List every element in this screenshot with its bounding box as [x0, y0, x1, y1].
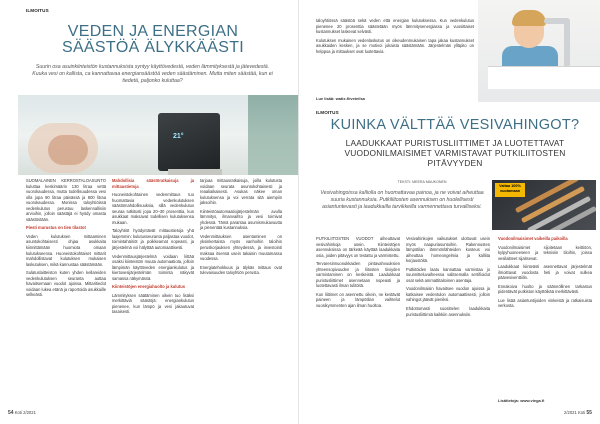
paragraph: Putkitöiden laatu kannattaa varmistaa jo suunnitteluvaiheessa valitsemalla sertifioidut osat sekä ammattitaitoinen asentaja. — [406, 266, 490, 283]
subheading: Kiinteistöjen energiahuolto ja kulutus — [112, 284, 186, 290]
paragraph: Energiatehokkuus ja älykäs mittaus ovat tulevaisuuden taloyhtiön perusta. — [200, 264, 282, 276]
article-lead: Vesivahingoissa kalliolla on huomattavaa painoa, ja ne voivat aiheuttaa suuria kustannuksia. Putkiliitosten asennuksen on huolellisesti asiantuntevasti ja laadukkailla tarvikkeilla varmennettava turvalliseksi. — [320, 190, 484, 211]
paragraph: Ehdottomasti suosittelen laadukkaita puristusliittimiä kaikkiin asennuksiin. — [406, 306, 490, 317]
column-2 — [406, 236, 490, 320]
article-lead: Suurin osa asuinkiinteistön kustannuksista syntyy käyttövedestä, veden lämmityksestä ja jätevedestä. Kuuka vesi on kallista, ca kannattavaa energiansäästöä veden säästäminen. Mutta miten säästää, kun ei tiedetä, paljonko kuluttaa? — [32, 64, 273, 85]
article-subtitle: LAADUKKAAT PURISTUSLIITTIMET JA LUOTETTAVAT VUODONILMAISIMET VARMISTAVAT PUTKILIITOSTEN PITÄVYYDEN — [344, 138, 566, 168]
paragraph: tarjoaa mittausratkaisuja, joilla kulutusta voidaan seurata asuntokohtaisesti ja reaaliaikaisesti. Asukas näkee oman kulutuksensa ja voi verrata sitä aiempiin jaksoihin. — [200, 178, 282, 206]
magazine-name: 2/2021 Koti — [564, 410, 586, 415]
paragraph: Veden kulutuksen mittaaminen asuntokohtaisesti ohjaa asukkaita kiinnittämään huomiota omaan kulutukseensa. Huoneistokohtaiset mittarit mahdollistavat kulutuksen mukaisen laskutuksen, mikä kannustaa säästämään. — [26, 233, 106, 267]
paragraph: SUOMALAINEN KERROSTALOASUNTO kuluttaa keskimäärin 130 litraa vettä vuorokaudessa, mutta todellisuudessa vesi olla jopa 90 litraa päivässä ja 800 litraa vuorokaudessa. Monissa taloyhtiöissä vedenkulutus perustuu laskennallisiin arvioihin, jolloin säästäjä ei hyödy omasta säästöstään. — [26, 178, 106, 222]
page-number: 55 — [586, 410, 592, 416]
paragraph: Lue lisää asiantuntijoiden vinkeistä ja ratkaisuista verkosta. — [498, 297, 592, 309]
right-page — [302, 0, 600, 424]
subheading: Mahdollisia säästöratkaisuja ja mittaustietoja — [112, 178, 194, 189]
paragraph: Lämmityksen säätäminen oikein tuo lisäksi merkittäviä säästöjä: energiankulutus pienenee, kun lämpö ja vesi jakautuvat tasaisesti. — [112, 292, 194, 315]
paragraph: Vuodonilmaisin havaitsee vuodon ajoissa ja katkaisee vedentulon automaattisesti, jolloin vahingot jäävät pieniksi. — [406, 286, 490, 303]
magazine-name: Koti 2/2021 — [14, 410, 36, 415]
paragraph: Taloyhtiöt hyödyntävät mittaustietoja yhä laajemmin: kulutusseuranta paljastaa vuodot, toimintahäiriöt ja poikkeamat nopeasti, ja järjestelmä voi hälyttää automaattisesti. — [112, 228, 194, 251]
paragraph: Sulatuslaitteiston kuten yhden kellareiden vedenkulutuksen seuranta auttaa havaitsemaan vuodot ajoissa. Mittaritiedot voidaan lukea etänä ja raportoida asukkaille selkeästi. — [26, 270, 106, 298]
page-footer — [8, 410, 36, 416]
paragraph: Ennakoiva huolto ja säännöllinen tarkastus pidentävät putkiston käyttöikää merkittävästi. — [498, 283, 592, 295]
smart-panel-photo — [18, 95, 298, 175]
paragraph: Kiinteistöautomaatiojärjestelmän avulla lämmitys, ilmanvaihto ja vesi toimivat yhdessä. Tämä parantaa asumismukavuutta ja pienentää kustannuksia. — [200, 208, 282, 231]
article-title: VEDEN JA ENERGIAN SÄÄSTÖÄ ÄLYKKÄÄSTI — [61, 23, 245, 56]
paragraph: Vuodonilmaisimet sijoitetaan keittiöön, kylpyhuoneeseen ja teknisiin tiloihin, joissa vesilaitteet sijaitsevat. — [498, 244, 592, 261]
left-page — [0, 0, 299, 424]
pipe-fittings-photo — [492, 180, 596, 230]
previous-article-text — [316, 18, 474, 57]
column-2 — [112, 178, 194, 318]
page-number: 54 — [8, 410, 14, 416]
column-3 — [498, 236, 592, 312]
page-footer — [564, 410, 592, 416]
column-3 — [200, 178, 282, 279]
product-badge: Valtaa 100% vuotamaan — [495, 183, 525, 197]
paragraph: Laadukkaat kiinteästi asennettavat järjestelmät ilmoittavat vuodosta heti ja voivat sulkea päävesiventtiilin. — [498, 264, 592, 281]
paragraph: Vesivahinkojen vaikutukset ulottuvat usein myös naapuriasuntoihin. Rakennusten lämpötilan lämmönlähteiden kosteus voi aiheuttaa homeongelmia ja kalliita korjaustöitä. — [406, 236, 490, 264]
paragraph: Huoneistokohtainen vedenmittaus tuo huomattavia vedenkulutuksen säästömahdollisuuksia, sillä vedenkulutus seuraa tutkitusti jopa 20–30 prosenttia, kun asukkaat maksavat todellisen kulutuksensa mukaan. — [112, 192, 194, 225]
column-1 — [26, 178, 106, 301]
paragraph: Vedenmittauksen asentaminen on yksinkertaista myös vanhoihin taloihin peruskorjauksen yhteydessä, ja investointi maksaa itsensä usein takaisin muutamassa vuodessa. — [200, 233, 282, 262]
column-1 — [316, 236, 400, 312]
paragraph: Kulutuksen mukainen vedenlaskutus on oikeudenmukainen tapa jakaa kustannukset asukkaiden kesken, ja se motivoi jokaista säästämään. Järjestelmän ylläpito on helppoa ja mittaukset ovat luotettavia. — [316, 37, 474, 54]
credit-link: Lue lisää: watix.fi/veteilsa — [316, 96, 365, 101]
paragraph: PUTKILIITOSTEN VUODOT aiheuttavat vesivahinkoja usein. Kiinteistöjen asennuksissa on tärkeää käyttää laadukkaita osia, joiden pitävyys on testattu ja varmistettu. — [316, 236, 400, 258]
paragraph: taloyhtiössä säästöä sekä veden että energian kulutuksessa. Kun vedenkulutus pienenee 20 prosenttia säästetään myös lämmitysenergiassa ja vuosittaiset kustannukset laskevat selvästi. — [316, 18, 474, 35]
paragraph: Kun liittimet on asennettu oikein, ne kestävät paineen ja lämpötilan vaihtelut vuosikymmenten ajan ilman huoltoa. — [316, 291, 400, 309]
child-at-sink-photo — [478, 0, 600, 102]
section-label: ILMOITUS — [316, 110, 339, 115]
section-label: ILMOITUS — [26, 8, 49, 13]
info-link[interactable]: Lisätietoja: www.viega.fi — [498, 398, 545, 403]
thermometer-icon: 21° — [173, 133, 184, 140]
byline: TEKSTI: MEERA MAUKONEN — [397, 180, 447, 184]
article-title: KUINKA VÄLTTÄÄ VESIVAHINGOT? — [330, 117, 580, 133]
subheading: Vuodonilmaisimet vaikeilla paikoilla — [498, 236, 568, 241]
paragraph: Vedenmittausjärjestelmä voidaan liittää osaksi kiinteistön muuta automaatiota, jolloin lämpimän käyttöveden energiankulutus ja kiertovesijärjestelmän toiminta näkyvät samassa näkymässä. — [112, 253, 194, 281]
paragraph: Tervaresinnuonukkaiden pintavahvuuksien yhteensopivuuden ja liitosten tiiviyden varmistaminen on keskeistä. Laadukkaat puristusliittimet asennetaan nopeasti ja luotettavasti ilman tulitöitä. — [316, 261, 400, 289]
subheading: Piesti murustus on tien tilastot — [26, 225, 86, 231]
